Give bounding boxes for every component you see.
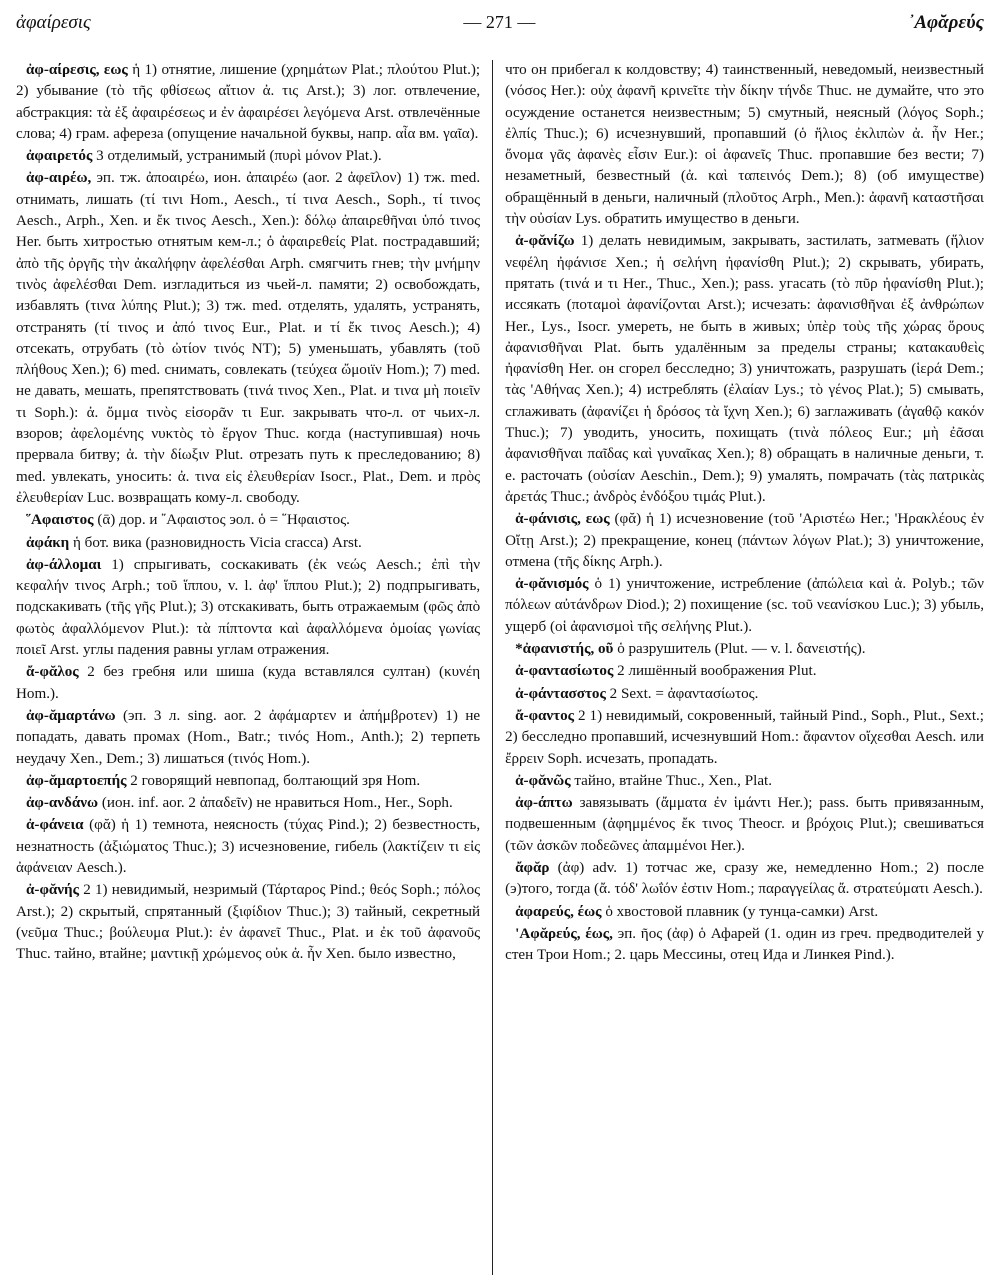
dictionary-entry [16, 706, 480, 770]
entry-definition: ἡ бот. вика (разновидность Vicia cracca) Arst. [73, 534, 362, 551]
dictionary-entry [16, 662, 480, 705]
entry-headword: ἀ-φάνεια [26, 817, 84, 834]
dictionary-entry [505, 661, 984, 682]
dictionary-entry [16, 146, 480, 167]
dictionary-entry [505, 924, 984, 967]
entry-definition: (ἀφ) adv. 1) тотчас же, сразу же, немедленно Hom.; 2) после (э)того, тогда (ἄ. τόδ' λωΐόν ἐστιν Hom.; παραγγείλας ἄ. στρατεύματι Aesch.). [505, 859, 984, 898]
entry-headword: ἀ-φαντασίωτος [515, 663, 614, 680]
right-column [492, 60, 984, 1275]
entry-headword: ἀ-φᾰνῶς [515, 772, 571, 789]
entry-headword: ἀφ-ανδάνω [26, 795, 99, 812]
entry-definition: 2 1) невидимый, сокровенный, тайный Pind., Soph., Plut., Sext.; 2) бесследно пропавший, исчезнувший Hom.: ἄφαντον οἴχεσθαι Aesch. или ἔρρειν Soph. исчезать, пропадать. [505, 707, 984, 767]
columns [16, 60, 984, 1275]
entry-headword: ἀφ-άλλομαι [26, 556, 102, 573]
entry-definition: завязывать (ἄμματα ἐν ἱμάντι Her.); pass. быть привязанным, подвешенным (ἀφημμένος ἔκ τινος Theocr. и βρόχοις Plut.); свешиваться (τῶν ἀσκῶν ποδεῶνες ἀπαμμένοι Her.). [505, 795, 984, 854]
dictionary-entry [505, 639, 984, 660]
entry-definition: 2 1) невидимый, незримый (Τάρταρος Pind.; θεός Soph.; πόλος Arst.); 2) скрытый, спрятанный (ξιφίδιον Thuc.); 3) тайный, секретный (νεῦμα Thuc.; βούλευμα Plut.): ἐν ἀφανεῖ Thuc., Plat. и ἐκ τοῦ ἀφανοῦς Thuc. тайно, втайне; μαντικῇ χρώμενος οὐκ ἀ. ἦν Xen. было известно, [16, 882, 481, 963]
entry-definition: 3 отделимый, устранимый (πυρὶ μόνον Plat.). [96, 148, 382, 165]
dictionary-entry [505, 706, 984, 770]
header-left-word: ἀφαίρεσις [16, 12, 91, 33]
entry-definition: (ион. inf. aor. 2 ἀπαδεῖν) не нравиться Hom., Her., Soph. [101, 795, 453, 812]
dictionary-entry [505, 684, 984, 705]
entry-definition: ὁ хвостовой плавник (у тунца-самки) Arst. [605, 903, 879, 920]
entry-definition: (φᾰ) ἡ 1) исчезновение (τοῦ 'Αριστέω Her.; 'Ηρακλέους ἐν Οἴτῃ Arst.); 2) прекращение, конец (πάντων λόγων Plat.); 3) уничтожение, отмена (τῆς δίκης Arph.). [505, 511, 984, 570]
dictionary-entry [16, 510, 480, 531]
entry-headword: ἀ-φᾰνής [26, 882, 79, 899]
entry-headword: ῞Αφαιστος [26, 512, 94, 529]
entry-headword: ἀφ-άπτω [515, 795, 573, 812]
entry-headword: ἀ-φᾰνίζω [515, 233, 575, 250]
entry-headword: 'Αφᾰρεύς, έως, [515, 925, 613, 942]
dictionary-entry [16, 168, 480, 509]
entry-headword: ἀφ-ᾰμαρτάνω [26, 707, 116, 724]
dictionary-entry [505, 793, 984, 857]
entry-headword: ἀφ-ᾰμαρτοεπής [26, 772, 127, 789]
entry-headword: ἀ-φάνισις, εως [515, 511, 610, 528]
entry-headword: ἀφάκη [26, 534, 70, 551]
entry-headword: ἄφᾰρ [515, 859, 550, 876]
dictionary-entry [16, 771, 480, 792]
page-header [16, 12, 984, 50]
entry-headword: ἀφαρεύς, έως [515, 903, 602, 920]
entry-headword: *ἀφανιστής, οῦ [515, 641, 614, 658]
entry-definition: 2 без гребня или шиша (куда вставлялся султан) (κυνέη Hom.). [16, 664, 481, 702]
entry-definition: 1) спрыгивать, соскакивать (ἐκ νεώς Aesch.; ἐπὶ τὴν κεφαλήν τινος Arph.; τοῦ ἵππου, v. l. ἀφ' ἵππου Plut.); 2) подпрыгивать, подскакивать (τῆς γῆς Plut.); 3) отскакивать, быть отражаемым (φῶς ἀπὸ φωτὸς ἀφαλλόμενον Plut.): τὰ πίπτοντα καὶ ἀφαλλόμενα ὁμοίας γωνίας ποιεῖ Arst. углы падения равны углам отражения. [16, 556, 481, 659]
entry-definition: (эп. 3 л. sing. aor. 2 ἀφάμαρτεν и ἀπήμβροτεν) 1) не попадать, давать промах (Hom., Batr.; τινός Hom., Anth.); 2) терпеть неудачу Xen., Dem.; 3) лишаться (τινός Hom.). [16, 707, 481, 767]
entry-definition: (φᾰ) ἡ 1) темнота, неясность (τύχας Pind.); 2) безвестность, незнатность (ἀξιώματος Thuc.); 3) исчезновение, гибель (λακτίζειν τι εἰς ἀφάνειαν Aesch.). [16, 817, 481, 876]
entry-definition: эп. тж. ἀποαιρέω, ион. ἀπαιρέω (aor. 2 ἀφεῖλον) 1) тж. med. отнимать, лишать (τί τινι Hom., Aesch., τί τινα Aesch., Soph., τί τινος Aesch., Arph., Xen. и ἔκ τινος Aesch., Xen.): δόλῳ ἀπαιρεθῆναι ὑπό τινος Her. быть хитростью отнятым кем-л.; ὁ ἀφαιρεθείς Plat. пострадавший; ἀπὸ τῆς ὀργῆς τὴν ἀκαλήφην ἀφελέσθαι Arph. смягчить гнев; τὴν μνήμην τινὸς ἀφελέσθαι Dem. изгладиться из чьей-л. памяти; 2) освобождать, избавлять (τινα λύπης Plut.); 3) тж. med. отделять, удалять, устранять, отстранять (τί τινος и ἀπό τινος Eur., Plat. и τί ἔκ τινος Aesch.); 4) отсекать, отрубать (τὸ ὠτίον τινός NT); 5) уменьшать, убавлять (τοῦ πλήθους Xen.); 6) med. снимать, совлекать (τεύχεα ὤμοιϊν Hom.); 7) med. не давать, мешать, препятствовать (τινά τινος Xen., Plat. и τινα μὴ ποιεῖν τι Soph.): ἀ. ὄμμα τινὸς εἰσορᾶν τι Eur. закрывать что-л. от чьих-л. взоров; ἀφελομένης νυκτὸς τὸ ἔργον Thuc. когда (наступившая) ночь прервала битву; ἀ. τὴν δίωξιν Plut. отрезать путь к преследованию; 8) med. увлекать, уносить: ἀ. τινα εἰς ἐλευθερίαν Isocr., Plat., Dem. и πρὸς ἐλευθερίαν Luc. возвращать кому-л. свободу. [16, 170, 481, 506]
entry-definition: 2 лишённый воображения Plut. [617, 663, 817, 680]
entry-headword: ἀφ-αίρεσις, εως [26, 62, 128, 78]
dictionary-entry [16, 793, 480, 814]
entry-definition: 1) делать невидимым, закрывать, застилать, затмевать (ἥλιον νεφέλη ἠφάνισε Xen.; ἡ σελήνη ἠφανίσθη Plut.); 2) скрывать, убирать, прятать (τινά и τι Her., Thuc., Xen.); pass. угасать (τὸ πῦρ ἠφανίσθη Plut.); иссякать (ποταμοὶ ἀφανίζονται Arst.); исчезать: ἀφανισθῆναι ἐξ ἀνθρώπων Her., Lys., Isocr. умереть, не быть в живых; ὑπὲρ τοὺς τῆς χώρας ὅρους ἀφανισθῆναι Plat. быть удалённым за пределы страны; κατακαυθεὶς ἠφανίσθη Her. он сгорел бесследно; 3) уничтожать, разрушать (ἱερά Dem.; τὰς 'Αθήνας Xen.); 4) истреблять (ἐλαίαν Lys.; τὸ γένος Plat.); 5) смывать, сглаживать (ἀφανίζει ἡ δρόσος τὰ ἴχνη Xen.); 6) заглаживать (ἀγαθῷ κακόν Thuc.); 7) уводить, уносить, похищать (τινὰ πόλεος Eur.; μὴ ἐᾶσαι ἀφανισθῆναι παῖδας καὶ γυναῖκας Xen.); 8) обращать в наличные деньги, т. е. расточать (οὐσίαν Aeschin., Dem.); 9) умалять, помрачать (τὰς πατρικὰς ἀρετάς Thuc.; ἀνδρὸς ἐνδόξου τιμάς Plut.). [505, 233, 984, 505]
entry-headword: ἄ-φᾰλος [26, 664, 79, 681]
dictionary-entry [16, 555, 480, 661]
entry-definition: ὁ разрушитель (Plut. — v. l. δανειστής). [617, 641, 866, 658]
entry-definition: эп. ῆος (ἀφ) ὁ Афарей (1. один из греч. предводителей у стен Трои Hom.; 2. царь Мессины, отец Ида и Линкея Pind.). [505, 925, 984, 964]
entry-headword: ἄ-φαντος [515, 707, 575, 724]
dictionary-entry [505, 509, 984, 573]
entry-definition: тайно, втайне Thuc., Xen., Plat. [574, 772, 772, 789]
entry-definition: 2 говорящий невпопад, болтающий зря Hom. [130, 772, 421, 789]
dictionary-entry [505, 574, 984, 638]
dictionary-entry [505, 60, 984, 230]
header-right-word: ᾿Αφᾰρεύς [908, 12, 984, 33]
entry-headword: ἀφ-αιρέω, [26, 170, 92, 187]
dictionary-entry [16, 880, 480, 965]
dictionary-entry [16, 60, 480, 145]
entry-definition: ὁ 1) уничтожение, истребление (ἀπώλεια καὶ ἀ. Polyb.; τῶν πόλεων αὐτάνδρων Diod.); 2) похищение (sc. τοῦ νεανίσκου Luc.); 3) убыль, ущерб (οἱ ἀφανισμοὶ τῆς σελήνης Plut.). [505, 576, 984, 635]
dictionary-entry [16, 815, 480, 879]
left-column [16, 60, 492, 1275]
entry-headword: ἀ-φάντασστος [515, 685, 606, 702]
entry-definition: что он прибегал к колдовству; 4) таинственный, неведомый, неизвестный (νόσος Her.): οὐχ ἀφανῆ κρινεῖτε τὴν δίκην τήνδε Thuc. не думайте, что это осуждение останется неизвестным; 5) смутный, неясный (λόγος Soph.; ἐλπίς Thuc.); 6) исчезнувший, пропавший (ὁ ἥλιος ἐκλιπὼν ἀ. ἦν Her.; ὄνομα γᾶς ἀφανὲς εἶσιν Eur.): οἱ ἀφανεῖς Thuc. пропавшие без вести; 7) незаметный, безвестный (ἀ. καὶ ταπεινός Dem.); 8) (об имуществе) обращённый в деньги, наличный (πλοῦτος Arph., Men.): ἀφανῆ καταστῆσαι τὴν οὐσίαν Lys. обратить имущество в деньги. [505, 62, 984, 228]
entry-definition: ἡ 1) отнятие, лишение (χρημάτων Plat.; πλούτου Plut.); 2) убывание (τὸ τῆς φθίσεως αἴτιον ἀ. τις Arst.); 3) лог. отвлечение, абстракция: τὰ ἐξ ἀφαιρέσεως и ἐν ἀφαιρέσει λεγόμενα Arst. отвлечённые слова; 4) грам. афереза (опущение начальной буквы, напр. αἶα вм. γαῖα). [16, 62, 481, 142]
page-number: — 271 — [463, 12, 536, 32]
dictionary-entry [16, 533, 480, 554]
dictionary-entry [505, 771, 984, 792]
entry-definition: (ᾱ) дор. и ῎Αφαιστος эол. ὁ = ῞Ηφαιστος. [97, 512, 350, 529]
dictionary-entry [505, 231, 984, 508]
entry-definition: 2 Sext. = ἀφαντασίωτος. [609, 685, 759, 702]
entry-headword: ἀφαιρετός [26, 148, 93, 165]
dictionary-entry [505, 902, 984, 923]
entry-headword: ἀ-φᾰνισμός [515, 576, 589, 593]
dictionary-entry [505, 858, 984, 901]
